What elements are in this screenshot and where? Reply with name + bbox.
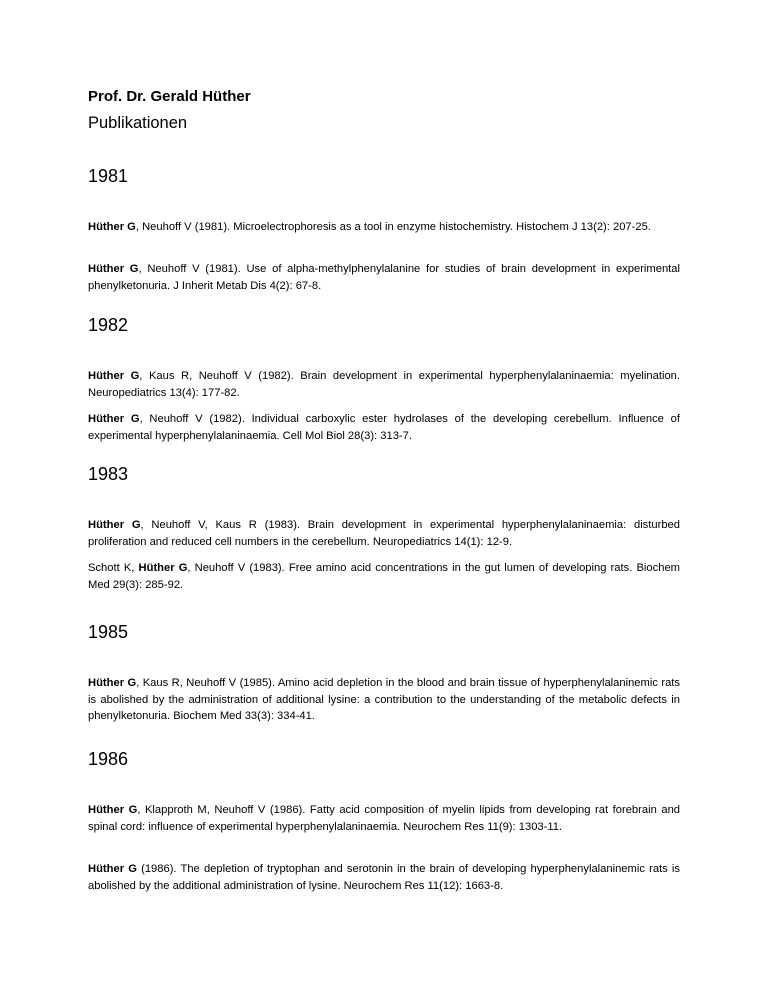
entry-author: Hüther G	[88, 413, 140, 425]
entry-text: , Neuhoff V (1981). Use of alpha-methylphenylalanine for studies of brain development in experimental phenylketonuria. J Inherit Metab Dis 4(2): 67-8.	[88, 263, 680, 292]
entry-text: , Kaus R, Neuhoff V (1982). Brain development in experimental hyperphenylalaninaemia: myelination. Neuropediatrics 13(4): 177-82.	[88, 370, 680, 399]
publication-entry	[88, 517, 680, 550]
year-heading-1983: 1983	[88, 464, 129, 484]
author-heading: Prof. Dr. Gerald Hüther	[88, 88, 251, 105]
entry-text: (1986). The depletion of tryptophan and serotonin in the brain of developing hyperphenylalaninemic rats is abolished by the additional administration of lysine. Neurochem Res 11(12): 1663-8.	[88, 863, 680, 892]
entry-text: , Neuhoff V (1981). Microelectrophoresis as a tool in enzyme histochemistry. Histochem J 13(2): 207-25.	[135, 221, 651, 233]
publication-entry	[88, 802, 680, 835]
entry-author: Hüther G	[88, 263, 139, 275]
entry-text: , Neuhoff V, Kaus R (1983). Brain development in experimental hyperphenylalaninaemia: disturbed proliferation and reduced cell numbers in the cerebellum. Neuropediatrics 14(1): 12-9.	[88, 519, 681, 548]
year-heading-1982: 1982	[88, 315, 129, 335]
publication-entry	[88, 411, 680, 444]
entry-author: Hüther G	[88, 677, 137, 689]
publication-entry	[88, 861, 680, 894]
entry-text: , Klapproth M, Neuhoff V (1986). Fatty acid composition of myelin lipids from developing rat forebrain and spinal cord: influence of experimental hyperphenylalaninaemia. Neurochem Res 11(9): 1303-11.	[88, 804, 681, 833]
publication-entry	[88, 560, 680, 593]
entry-author: Hüther G	[88, 863, 137, 875]
publication-entry	[88, 219, 680, 236]
entry-author: Hüther G	[138, 562, 188, 574]
year-heading-1986: 1986	[88, 749, 129, 769]
publication-entry	[88, 261, 680, 294]
entry-prefix: Schott K,	[88, 562, 139, 574]
entry-text: , Kaus R, Neuhoff V (1985). Amino acid depletion in the blood and brain tissue of hyperphenylalaninemic rats is abolished by the administration of additional lysine: a contribution to the understanding of the metabolic defects in phenylketonuria. Biochem Med 33(3): 334-41.	[88, 677, 680, 722]
entry-author: Hüther G	[88, 804, 138, 816]
publication-entry	[88, 368, 680, 401]
entry-author: Hüther G	[88, 370, 140, 382]
publication-entry	[88, 675, 680, 725]
year-heading-1981: 1981	[88, 166, 129, 186]
document-subtitle: Publikationen	[88, 114, 188, 132]
entry-author: Hüther G	[88, 519, 141, 531]
entry-text: , Neuhoff V (1982). Individual carboxylic ester hydrolases of the developing cerebellum. Influence of experimental hyperphenylalaninaemia. Cell Mol Biol 28(3): 313-7.	[88, 413, 680, 442]
entry-author: Hüther G	[88, 221, 136, 233]
year-heading-1985: 1985	[88, 622, 129, 642]
entry-text: , Neuhoff V (1983). Free amino acid concentrations in the gut lumen of developing rats. Biochem Med 29(3): 285-92.	[88, 562, 680, 591]
